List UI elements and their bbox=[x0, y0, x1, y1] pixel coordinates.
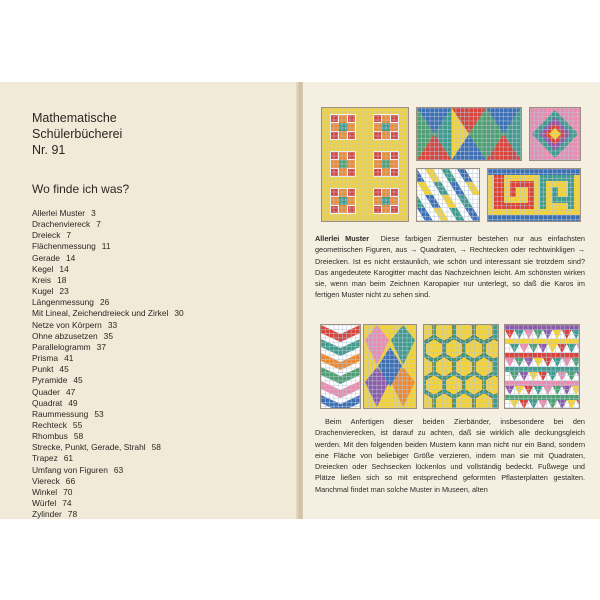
pattern-flower-tiles bbox=[321, 107, 409, 222]
pattern-kite-band bbox=[363, 324, 417, 409]
index-page-number: 55 bbox=[72, 419, 83, 430]
index-list bbox=[32, 208, 184, 520]
index-term: Umfang von Figuren bbox=[32, 464, 108, 475]
index-term: Raummessung bbox=[32, 408, 89, 419]
index-term: Strecke, Punkt, Gerade, Strahl bbox=[32, 442, 146, 453]
index-term: Viereck bbox=[32, 475, 60, 486]
index-page-number: 35 bbox=[103, 330, 113, 341]
index-page-number: 23 bbox=[59, 286, 69, 297]
index-entry bbox=[32, 241, 184, 252]
pattern-nested-diamond bbox=[529, 107, 581, 161]
pattern-nested-diamond-graphic bbox=[530, 108, 580, 160]
index-page-number: 70 bbox=[63, 486, 73, 497]
pattern-hexagon-tiling bbox=[423, 324, 499, 409]
index-entry bbox=[32, 364, 184, 375]
paragraph-allerlei-muster bbox=[315, 233, 585, 301]
index-page-number: 61 bbox=[63, 453, 74, 464]
pattern-meander bbox=[487, 168, 581, 222]
index-term: Würfel bbox=[32, 498, 57, 509]
index-term: Kegel bbox=[32, 263, 54, 274]
index-term: Quadrat bbox=[32, 397, 63, 408]
index-term: Flächenmessung bbox=[32, 241, 96, 252]
index-entry bbox=[32, 398, 184, 409]
index-entry bbox=[32, 219, 184, 230]
index-page-number: 49 bbox=[68, 397, 78, 408]
index-page-number: 30 bbox=[174, 308, 184, 319]
index-page-number: 47 bbox=[65, 386, 76, 397]
index-entry bbox=[32, 297, 184, 308]
index-page-number: 53 bbox=[94, 408, 104, 419]
index-term: Pyramide bbox=[32, 375, 68, 386]
index-term: Kreis bbox=[32, 274, 52, 285]
index-term: Winkel bbox=[32, 486, 58, 497]
index-entry bbox=[32, 286, 184, 297]
index-entry bbox=[32, 420, 184, 431]
index-page-number: 26 bbox=[99, 297, 110, 308]
index-page-number: 58 bbox=[151, 442, 161, 453]
index-entry bbox=[32, 331, 184, 342]
index-page-number: 45 bbox=[73, 375, 83, 386]
index-term: Netze von Körpern bbox=[32, 319, 102, 330]
right-page bbox=[303, 82, 600, 519]
index-term: Quader bbox=[32, 386, 60, 397]
index-entry bbox=[32, 431, 184, 442]
paragraph-title: Allerlei Muster bbox=[315, 234, 370, 243]
index-term: Rhombus bbox=[32, 431, 68, 442]
pattern-flower-tiles-graphic bbox=[322, 108, 408, 221]
index-term: Trapez bbox=[32, 453, 58, 464]
index-term: Längenmessung bbox=[32, 297, 94, 308]
index-page-number: 58 bbox=[73, 431, 84, 442]
pattern-chevron-band-graphic bbox=[321, 325, 360, 408]
index-term: Parallelogramm bbox=[32, 341, 91, 352]
series-line-3: Nr. 91 bbox=[32, 143, 66, 157]
index-page-number: 7 bbox=[96, 219, 101, 230]
index-page-number: 45 bbox=[59, 364, 69, 375]
index-page-number: 74 bbox=[62, 498, 72, 509]
pattern-hexagon-tiling-graphic bbox=[424, 325, 498, 408]
left-page bbox=[0, 82, 300, 519]
index-entry bbox=[32, 253, 184, 264]
series-line-2: Schülerbücherei bbox=[32, 127, 123, 141]
index-entry bbox=[32, 465, 184, 476]
pattern-triangle-square-tiling bbox=[504, 324, 580, 409]
index-entry bbox=[32, 409, 184, 420]
index-entry bbox=[32, 264, 184, 275]
index-page-number: 78 bbox=[67, 509, 78, 520]
index-entry bbox=[32, 387, 184, 398]
index-entry bbox=[32, 453, 184, 464]
index-page-number: 66 bbox=[65, 475, 76, 486]
index-page-number: 14 bbox=[65, 252, 76, 263]
index-entry bbox=[32, 208, 184, 219]
index-entry bbox=[32, 375, 184, 386]
paragraph-body: Beim Anfertigen dieser beiden Zierbänder, insbesondere bei den Drachenvierecken, ist darauf zu achten, daß sie wirklich alle deckungsgleich werden. Mit den folgenden beiden Mustern kann man nicht nur ein Band, sondern eine Fläche von beliebiger Größe verzieren, indem man sie mit Quadraten, Dreiecken oder Sechsecken lückenlos und vollständig bedeckt. Fußwege und Plätze ließen sich so mit entsprechend geformten Pflasterplatten gestalten. Manchmal findet man solche Muster in Museen, alten bbox=[315, 417, 585, 494]
index-entry bbox=[32, 442, 184, 453]
pattern-kite-band-graphic bbox=[364, 325, 416, 408]
pattern-triangle-band bbox=[416, 107, 522, 161]
index-page-number: 63 bbox=[113, 464, 124, 475]
index-entry bbox=[32, 476, 184, 487]
paragraph-zierbaender bbox=[315, 416, 585, 495]
index-term: Gerade bbox=[32, 252, 60, 263]
book-spread bbox=[0, 82, 600, 519]
index-entry bbox=[32, 320, 184, 331]
index-term: Rechteck bbox=[32, 419, 67, 430]
index-page-number: 7 bbox=[66, 230, 72, 241]
index-page-number: 41 bbox=[64, 353, 74, 364]
index-entry bbox=[32, 308, 184, 319]
series-title bbox=[32, 110, 122, 158]
index-heading: Wo finde ich was? bbox=[32, 182, 130, 196]
index-term: Mit Lineal, Zeichendreieck und Zirkel bbox=[32, 308, 169, 319]
pattern-meander-graphic bbox=[488, 169, 580, 221]
index-entry bbox=[32, 509, 184, 520]
index-term: Zylinder bbox=[32, 509, 62, 520]
index-entry bbox=[32, 487, 184, 498]
index-entry bbox=[32, 353, 184, 364]
index-page-number: 3 bbox=[91, 208, 96, 218]
series-line-1: Mathematische bbox=[32, 111, 117, 125]
index-term: Punkt bbox=[32, 364, 54, 375]
index-page-number: 37 bbox=[96, 341, 106, 352]
index-entry bbox=[32, 342, 184, 353]
pattern-cube-stairs bbox=[416, 168, 480, 222]
index-entry bbox=[32, 275, 184, 286]
index-term: Prisma bbox=[32, 353, 59, 364]
index-page-number: 18 bbox=[57, 274, 67, 285]
pattern-chevron-band bbox=[320, 324, 361, 409]
index-page-number: 11 bbox=[101, 241, 111, 252]
index-term: Allerlei Muster bbox=[32, 208, 86, 218]
pattern-triangle-square-tiling-graphic bbox=[505, 325, 579, 408]
paragraph-body: Diese farbigen Ziermuster bestehen nur aus einfachsten geometrischen Figuren, aus → Quadraten, → Rechtecken oder rechtwinkligen → Dreiecken. Ist es nicht erstaunlich, wie schön und interessant sie trotzdem sind? Das angedeutete Karogitter macht das Nachzeichnen leicht. Am schönsten wirken sie, wenn man beim Zeichnen Karopapier nur unterlegt, so daß die Karos im fertigen Muster nicht zu sehen sind. bbox=[315, 234, 585, 300]
index-page-number: 14 bbox=[59, 263, 69, 274]
index-term: Drachenviereck bbox=[32, 219, 91, 230]
index-term: Kugel bbox=[32, 286, 54, 297]
index-term: Ohne abzusetzen bbox=[32, 330, 98, 341]
index-term: Dreieck bbox=[32, 230, 61, 241]
index-page-number: 33 bbox=[107, 319, 118, 330]
index-entry bbox=[32, 498, 184, 509]
index-entry bbox=[32, 230, 184, 241]
pattern-triangle-band-graphic bbox=[417, 108, 521, 160]
pattern-cube-stairs-graphic bbox=[417, 169, 479, 221]
